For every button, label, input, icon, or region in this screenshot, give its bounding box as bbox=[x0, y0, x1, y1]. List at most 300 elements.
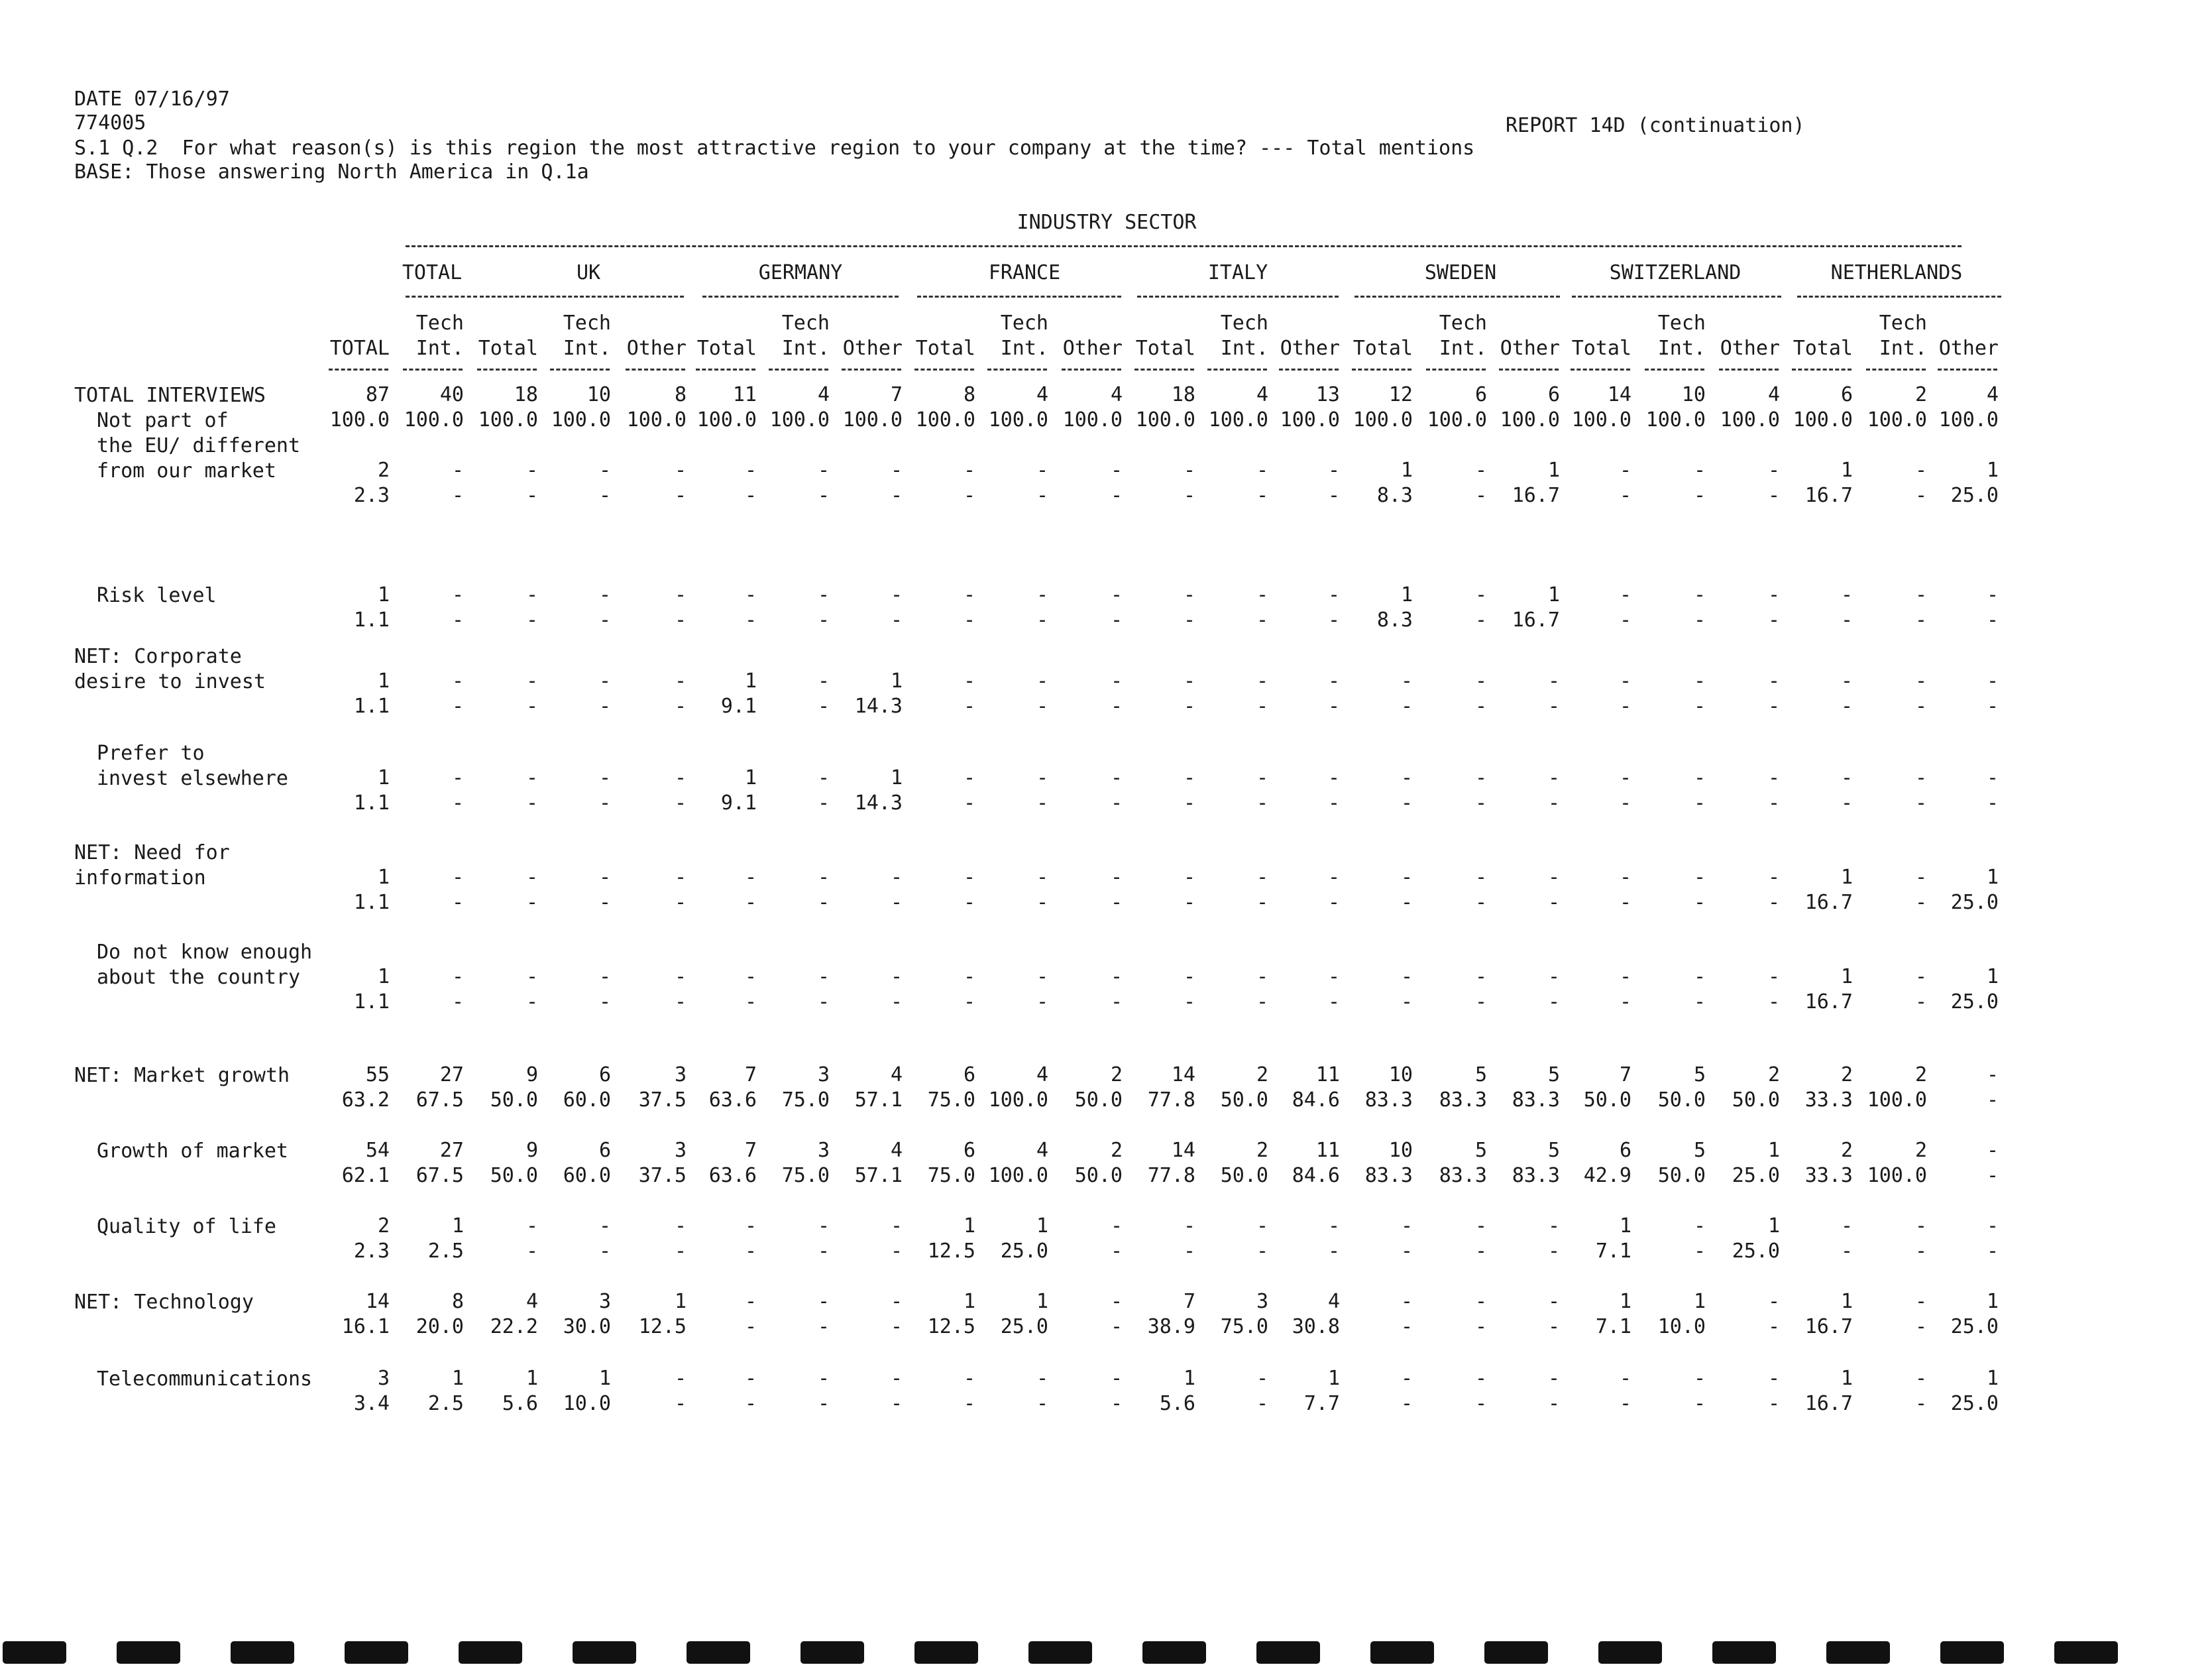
count-cell: 5 bbox=[1693, 1139, 1706, 1162]
column-rule bbox=[987, 369, 1047, 371]
count-cell: 14 bbox=[1607, 383, 1631, 406]
count-cell: 6 bbox=[963, 1063, 975, 1086]
percent-cell: 100.0 bbox=[1427, 408, 1487, 432]
percent-cell: 60.0 bbox=[563, 1164, 611, 1187]
count-cell: - bbox=[1914, 1290, 1927, 1313]
percent-cell: - bbox=[963, 695, 975, 718]
count-cell: 7 bbox=[890, 383, 903, 406]
column-header: Int. bbox=[415, 337, 464, 360]
count-cell: 1 bbox=[525, 1367, 538, 1390]
group-rule bbox=[1355, 296, 1560, 298]
percent-cell: 100.0 bbox=[1571, 408, 1631, 432]
count-cell: - bbox=[1036, 583, 1048, 607]
count-cell: 2 bbox=[1110, 1063, 1123, 1086]
percent-cell: - bbox=[525, 791, 538, 815]
percent-cell: - bbox=[1110, 484, 1123, 507]
count-cell: 1 bbox=[1619, 1214, 1631, 1238]
count-cell: 1 bbox=[1693, 1290, 1706, 1313]
base-text: BASE: Those answering North America in Q.1a bbox=[74, 160, 589, 184]
percent-cell: 100.0 bbox=[1062, 408, 1123, 432]
count-cell: - bbox=[1327, 583, 1340, 607]
percent-cell: - bbox=[598, 484, 611, 507]
percent-cell: - bbox=[1256, 1392, 1268, 1415]
perforation-mark bbox=[687, 1641, 750, 1664]
count-cell: - bbox=[1693, 1214, 1706, 1238]
count-cell: - bbox=[1474, 459, 1487, 482]
percent-cell: - bbox=[525, 1240, 538, 1263]
count-cell: - bbox=[1110, 583, 1123, 607]
count-cell: - bbox=[1327, 669, 1340, 693]
count-cell: 2 bbox=[1840, 1139, 1853, 1162]
count-cell: - bbox=[1547, 1214, 1560, 1238]
percent-cell: - bbox=[890, 1392, 903, 1415]
count-cell: - bbox=[744, 866, 757, 889]
count-cell: - bbox=[1036, 766, 1048, 789]
count-cell: - bbox=[1400, 866, 1413, 889]
count-cell: - bbox=[674, 1214, 687, 1238]
count-cell: 1 bbox=[744, 669, 757, 693]
column-header: TOTAL bbox=[329, 337, 390, 360]
percent-cell: - bbox=[1400, 791, 1413, 815]
report-number: REPORT 14D (continuation) bbox=[1506, 114, 1805, 137]
column-rule bbox=[626, 369, 685, 371]
percent-cell: - bbox=[1036, 891, 1048, 914]
count-cell: 9 bbox=[525, 1139, 538, 1162]
percent-cell: - bbox=[1256, 791, 1268, 815]
count-cell: - bbox=[1183, 1214, 1195, 1238]
percent-cell: 100.0 bbox=[1208, 408, 1268, 432]
percent-cell: 100.0 bbox=[329, 408, 390, 432]
count-cell: - bbox=[1327, 459, 1340, 482]
count-cell: - bbox=[525, 766, 538, 789]
group-rule bbox=[406, 296, 477, 298]
count-cell: 6 bbox=[963, 1139, 975, 1162]
count-cell: - bbox=[817, 1367, 830, 1390]
percent-cell: - bbox=[817, 1240, 830, 1263]
column-header-line1: Tech bbox=[1439, 312, 1487, 335]
group-header: ITALY bbox=[1207, 261, 1268, 284]
percent-cell: 75.0 bbox=[927, 1164, 975, 1187]
count-cell: - bbox=[674, 669, 687, 693]
count-cell: - bbox=[963, 866, 975, 889]
count-cell: - bbox=[1256, 1214, 1268, 1238]
percent-cell: - bbox=[1183, 484, 1195, 507]
percent-cell: 77.8 bbox=[1147, 1164, 1195, 1187]
percent-cell: - bbox=[1400, 695, 1413, 718]
count-cell: - bbox=[1840, 766, 1853, 789]
count-cell: - bbox=[1914, 1367, 1927, 1390]
percent-cell: 12.5 bbox=[927, 1240, 975, 1263]
percent-cell: 16.7 bbox=[1512, 608, 1560, 632]
count-cell: - bbox=[1183, 965, 1195, 988]
count-cell: - bbox=[525, 866, 538, 889]
count-cell: 3 bbox=[817, 1139, 830, 1162]
count-cell: - bbox=[1327, 866, 1340, 889]
count-cell: 4 bbox=[1767, 383, 1780, 406]
percent-cell: 50.0 bbox=[1220, 1164, 1268, 1187]
count-cell: - bbox=[1110, 1290, 1123, 1313]
group-rule bbox=[702, 296, 899, 298]
percent-cell: 50.0 bbox=[1074, 1164, 1123, 1187]
percent-cell: - bbox=[1327, 891, 1340, 914]
count-cell: - bbox=[1110, 766, 1123, 789]
percent-cell: - bbox=[1547, 791, 1560, 815]
percent-cell: 100.0 bbox=[1500, 408, 1560, 432]
column-rule bbox=[1134, 369, 1194, 371]
count-cell: - bbox=[674, 965, 687, 988]
count-cell: - bbox=[1986, 1063, 1999, 1086]
count-cell: - bbox=[1036, 1367, 1048, 1390]
percent-cell: - bbox=[963, 990, 975, 1013]
percent-cell: 75.0 bbox=[781, 1088, 830, 1112]
count-cell: - bbox=[1256, 866, 1268, 889]
percent-cell: 100.0 bbox=[1135, 408, 1195, 432]
percent-cell: - bbox=[1183, 990, 1195, 1013]
perforation-mark bbox=[2054, 1641, 2118, 1664]
perforation-mark bbox=[914, 1641, 978, 1664]
percent-cell: - bbox=[1036, 484, 1048, 507]
percent-cell: - bbox=[1110, 1315, 1123, 1338]
count-cell: - bbox=[963, 766, 975, 789]
count-cell: 3 bbox=[817, 1063, 830, 1086]
date-line: DATE 07/16/97 bbox=[74, 87, 230, 111]
percent-cell: - bbox=[744, 891, 757, 914]
column-header: Total bbox=[1793, 337, 1853, 360]
percent-cell: 2.5 bbox=[427, 1392, 464, 1415]
count-cell: - bbox=[1767, 766, 1780, 789]
count-cell: 14 bbox=[1171, 1139, 1195, 1162]
count-cell: - bbox=[598, 669, 611, 693]
column-rule bbox=[1792, 369, 1852, 371]
percent-cell: - bbox=[817, 891, 830, 914]
count-cell: 27 bbox=[439, 1139, 464, 1162]
percent-cell: 8.3 bbox=[1376, 608, 1413, 632]
count-cell: 13 bbox=[1315, 383, 1340, 406]
percent-cell: 9.1 bbox=[720, 791, 757, 815]
percent-cell: 5.6 bbox=[1159, 1392, 1195, 1415]
row-label: NET: Market growth bbox=[74, 1064, 290, 1087]
column-header: Int. bbox=[781, 337, 830, 360]
column-header: Int. bbox=[563, 337, 611, 360]
percent-cell: 50.0 bbox=[1583, 1088, 1631, 1112]
percent-cell: 83.3 bbox=[1439, 1088, 1487, 1112]
perforation-mark bbox=[801, 1641, 864, 1664]
percent-cell: 83.3 bbox=[1512, 1088, 1560, 1112]
percent-cell: 7.1 bbox=[1595, 1240, 1631, 1263]
count-cell: 1 bbox=[1400, 459, 1413, 482]
percent-cell: 75.0 bbox=[1220, 1315, 1268, 1338]
percent-cell: - bbox=[744, 1392, 757, 1415]
percent-cell: - bbox=[1914, 484, 1927, 507]
percent-cell: - bbox=[1400, 1315, 1413, 1338]
count-cell: - bbox=[744, 583, 757, 607]
count-cell: - bbox=[1767, 1367, 1780, 1390]
count-cell: 4 bbox=[1036, 383, 1048, 406]
count-cell: 14 bbox=[365, 1290, 390, 1313]
count-cell: - bbox=[1914, 1214, 1927, 1238]
percent-cell: - bbox=[817, 791, 830, 815]
column-rule bbox=[1938, 369, 1997, 371]
column-rule bbox=[914, 369, 974, 371]
percent-cell: - bbox=[525, 891, 538, 914]
count-cell: - bbox=[1547, 669, 1560, 693]
percent-cell: - bbox=[1110, 1240, 1123, 1263]
column-header: Int. bbox=[1657, 337, 1706, 360]
percent-cell: - bbox=[1110, 695, 1123, 718]
percent-cell: - bbox=[1547, 695, 1560, 718]
column-header-line1: Tech bbox=[1000, 312, 1048, 335]
percent-cell: - bbox=[1474, 695, 1487, 718]
perforation-mark bbox=[1712, 1641, 1776, 1664]
percent-cell: 1.1 bbox=[353, 608, 390, 632]
perforation-mark bbox=[1028, 1641, 1092, 1664]
count-cell: - bbox=[1327, 1214, 1340, 1238]
column-rule bbox=[1719, 369, 1779, 371]
percent-cell: - bbox=[598, 608, 611, 632]
percent-cell: 25.0 bbox=[1732, 1164, 1780, 1187]
percent-cell: 100.0 bbox=[842, 408, 903, 432]
count-cell: - bbox=[1400, 1214, 1413, 1238]
column-header-line1: Tech bbox=[1220, 312, 1268, 335]
count-cell: 1 bbox=[1767, 1139, 1780, 1162]
percent-cell: 2.5 bbox=[427, 1240, 464, 1263]
percent-cell: 100.0 bbox=[1867, 1088, 1927, 1112]
percent-cell: - bbox=[1547, 1315, 1560, 1338]
count-cell: - bbox=[598, 459, 611, 482]
count-cell: 11 bbox=[732, 383, 757, 406]
count-cell: 14 bbox=[1171, 1063, 1195, 1086]
percent-cell: - bbox=[1183, 695, 1195, 718]
percent-cell: 16.7 bbox=[1512, 484, 1560, 507]
percent-cell: 16.7 bbox=[1804, 1315, 1853, 1338]
percent-cell: 38.9 bbox=[1147, 1315, 1195, 1338]
count-cell: 3 bbox=[674, 1139, 687, 1162]
count-cell: - bbox=[1474, 1367, 1487, 1390]
count-cell: - bbox=[890, 459, 903, 482]
row-label: Growth of market bbox=[97, 1139, 288, 1163]
percent-cell: - bbox=[1767, 484, 1780, 507]
count-cell: - bbox=[451, 866, 464, 889]
percent-cell: - bbox=[674, 1392, 687, 1415]
count-cell: 1 bbox=[1036, 1290, 1048, 1313]
group-rule bbox=[1572, 296, 1781, 298]
percent-cell: - bbox=[963, 891, 975, 914]
count-cell: 1 bbox=[890, 766, 903, 789]
count-cell: - bbox=[963, 459, 975, 482]
percent-cell: - bbox=[525, 608, 538, 632]
percent-cell: 25.0 bbox=[1950, 990, 1999, 1013]
percent-cell: - bbox=[1986, 791, 1999, 815]
count-cell: - bbox=[1036, 459, 1048, 482]
count-cell: 9 bbox=[525, 1063, 538, 1086]
count-cell: - bbox=[1183, 866, 1195, 889]
count-cell: - bbox=[1256, 965, 1268, 988]
count-cell: - bbox=[744, 1367, 757, 1390]
count-cell: - bbox=[451, 965, 464, 988]
column-rule bbox=[1571, 369, 1630, 371]
group-header: NETHERLANDS bbox=[1830, 261, 1963, 284]
count-cell: - bbox=[1619, 459, 1631, 482]
count-cell: 1 bbox=[377, 766, 390, 789]
count-cell: 2 bbox=[1914, 383, 1927, 406]
percent-cell: 100.0 bbox=[626, 408, 687, 432]
count-cell: - bbox=[1474, 583, 1487, 607]
percent-cell: - bbox=[1619, 791, 1631, 815]
perforation-mark bbox=[459, 1641, 522, 1664]
row-label: TOTAL INTERVIEWS bbox=[74, 384, 266, 407]
percent-cell: 50.0 bbox=[490, 1164, 538, 1187]
percent-cell: 30.8 bbox=[1292, 1315, 1340, 1338]
percent-cell: - bbox=[1619, 695, 1631, 718]
percent-cell: - bbox=[598, 695, 611, 718]
count-cell: 2 bbox=[1110, 1139, 1123, 1162]
count-cell: - bbox=[525, 583, 538, 607]
percent-cell: - bbox=[890, 891, 903, 914]
count-cell: - bbox=[1986, 1139, 1999, 1162]
percent-cell: 67.5 bbox=[415, 1164, 464, 1187]
percent-cell: 7.7 bbox=[1303, 1392, 1340, 1415]
count-cell: 4 bbox=[1036, 1139, 1048, 1162]
count-cell: 5 bbox=[1474, 1063, 1487, 1086]
count-cell: - bbox=[1693, 965, 1706, 988]
percent-cell: 50.0 bbox=[1220, 1088, 1268, 1112]
count-cell: - bbox=[1693, 583, 1706, 607]
percent-cell: - bbox=[1183, 791, 1195, 815]
count-cell: - bbox=[1914, 766, 1927, 789]
percent-cell: 100.0 bbox=[988, 1164, 1048, 1187]
percent-cell: 100.0 bbox=[1353, 408, 1413, 432]
percent-cell: - bbox=[1036, 990, 1048, 1013]
column-rule bbox=[769, 369, 828, 371]
count-cell: 1 bbox=[598, 1367, 611, 1390]
row-label: NET: Corporate desire to invest bbox=[74, 645, 266, 693]
count-cell: - bbox=[1400, 1290, 1413, 1313]
percent-cell: 84.6 bbox=[1292, 1164, 1340, 1187]
column-rule bbox=[842, 369, 901, 371]
count-cell: - bbox=[1110, 1214, 1123, 1238]
count-cell: - bbox=[890, 965, 903, 988]
percent-cell: - bbox=[1036, 695, 1048, 718]
percent-cell: - bbox=[1036, 608, 1048, 632]
count-cell: - bbox=[1693, 459, 1706, 482]
count-cell: 8 bbox=[963, 383, 975, 406]
percent-cell: 37.5 bbox=[638, 1164, 687, 1187]
percent-cell: - bbox=[1474, 1240, 1487, 1263]
percent-cell: - bbox=[1110, 608, 1123, 632]
count-cell: 2 bbox=[1256, 1063, 1268, 1086]
percent-cell: - bbox=[1400, 990, 1413, 1013]
count-cell: - bbox=[817, 583, 830, 607]
percent-cell: - bbox=[598, 990, 611, 1013]
count-cell: 1 bbox=[1986, 1290, 1999, 1313]
count-cell: - bbox=[1619, 669, 1631, 693]
count-cell: - bbox=[1767, 459, 1780, 482]
count-cell: 4 bbox=[890, 1063, 903, 1086]
percent-cell: 50.0 bbox=[1657, 1088, 1706, 1112]
count-cell: - bbox=[451, 766, 464, 789]
percent-cell: 67.5 bbox=[415, 1088, 464, 1112]
group-rule bbox=[1137, 296, 1339, 298]
count-cell: - bbox=[1256, 669, 1268, 693]
percent-cell: 16.7 bbox=[1804, 1392, 1853, 1415]
percent-cell: - bbox=[674, 990, 687, 1013]
count-cell: - bbox=[1400, 1367, 1413, 1390]
percent-cell: - bbox=[744, 1315, 757, 1338]
count-cell: 8 bbox=[451, 1290, 464, 1313]
count-cell: - bbox=[963, 965, 975, 988]
percent-cell: - bbox=[1547, 1392, 1560, 1415]
count-cell: 40 bbox=[439, 383, 464, 406]
percent-cell: 30.0 bbox=[563, 1315, 611, 1338]
count-cell: 4 bbox=[890, 1139, 903, 1162]
count-cell: - bbox=[1619, 965, 1631, 988]
percent-cell: 63.6 bbox=[708, 1164, 757, 1187]
perforation-mark bbox=[231, 1641, 294, 1664]
row-label: Not part of the EU/ different from our market bbox=[97, 409, 301, 483]
count-cell: 1 bbox=[451, 1214, 464, 1238]
count-cell: 1 bbox=[377, 965, 390, 988]
percent-cell: - bbox=[1256, 1240, 1268, 1263]
percent-cell: 100.0 bbox=[478, 408, 538, 432]
count-cell: - bbox=[1767, 965, 1780, 988]
percent-cell: - bbox=[1036, 1392, 1048, 1415]
percent-cell: - bbox=[1474, 791, 1487, 815]
percent-cell: - bbox=[1619, 608, 1631, 632]
count-cell: - bbox=[525, 965, 538, 988]
title-rule bbox=[406, 245, 1962, 247]
count-cell: 1 bbox=[963, 1290, 975, 1313]
percent-cell: - bbox=[890, 608, 903, 632]
percent-cell: - bbox=[744, 990, 757, 1013]
percent-cell: - bbox=[817, 1392, 830, 1415]
percent-cell: - bbox=[890, 990, 903, 1013]
count-cell: - bbox=[525, 669, 538, 693]
column-header-line1: Tech bbox=[781, 312, 830, 335]
percent-cell: - bbox=[674, 608, 687, 632]
count-cell: - bbox=[1767, 669, 1780, 693]
column-header: Total bbox=[1135, 337, 1195, 360]
column-header: Other bbox=[1280, 337, 1340, 360]
percent-cell: 75.0 bbox=[781, 1164, 830, 1187]
count-cell: - bbox=[451, 669, 464, 693]
row-label: Prefer to invest elsewhere bbox=[97, 742, 288, 790]
count-cell: - bbox=[744, 1290, 757, 1313]
percent-cell: - bbox=[1693, 1240, 1706, 1263]
percent-cell: - bbox=[1474, 891, 1487, 914]
count-cell: - bbox=[817, 766, 830, 789]
count-cell: - bbox=[1693, 1367, 1706, 1390]
count-cell: 2 bbox=[1914, 1139, 1927, 1162]
percent-cell: - bbox=[817, 1315, 830, 1338]
count-cell: - bbox=[674, 866, 687, 889]
percent-cell: - bbox=[1619, 990, 1631, 1013]
percent-cell: - bbox=[1036, 791, 1048, 815]
percent-cell: - bbox=[1986, 695, 1999, 718]
group-rule bbox=[480, 296, 684, 298]
count-cell: 27 bbox=[439, 1063, 464, 1086]
percent-cell: 75.0 bbox=[927, 1088, 975, 1112]
count-cell: 1 bbox=[377, 669, 390, 693]
percent-cell: - bbox=[1767, 791, 1780, 815]
count-cell: - bbox=[1183, 459, 1195, 482]
column-header: Other bbox=[626, 337, 687, 360]
count-cell: 1 bbox=[1619, 1290, 1631, 1313]
percent-cell: - bbox=[1327, 791, 1340, 815]
row-label: Quality of life bbox=[97, 1215, 276, 1238]
count-cell: - bbox=[1693, 766, 1706, 789]
percent-cell: - bbox=[674, 891, 687, 914]
percent-cell: - bbox=[1110, 1392, 1123, 1415]
